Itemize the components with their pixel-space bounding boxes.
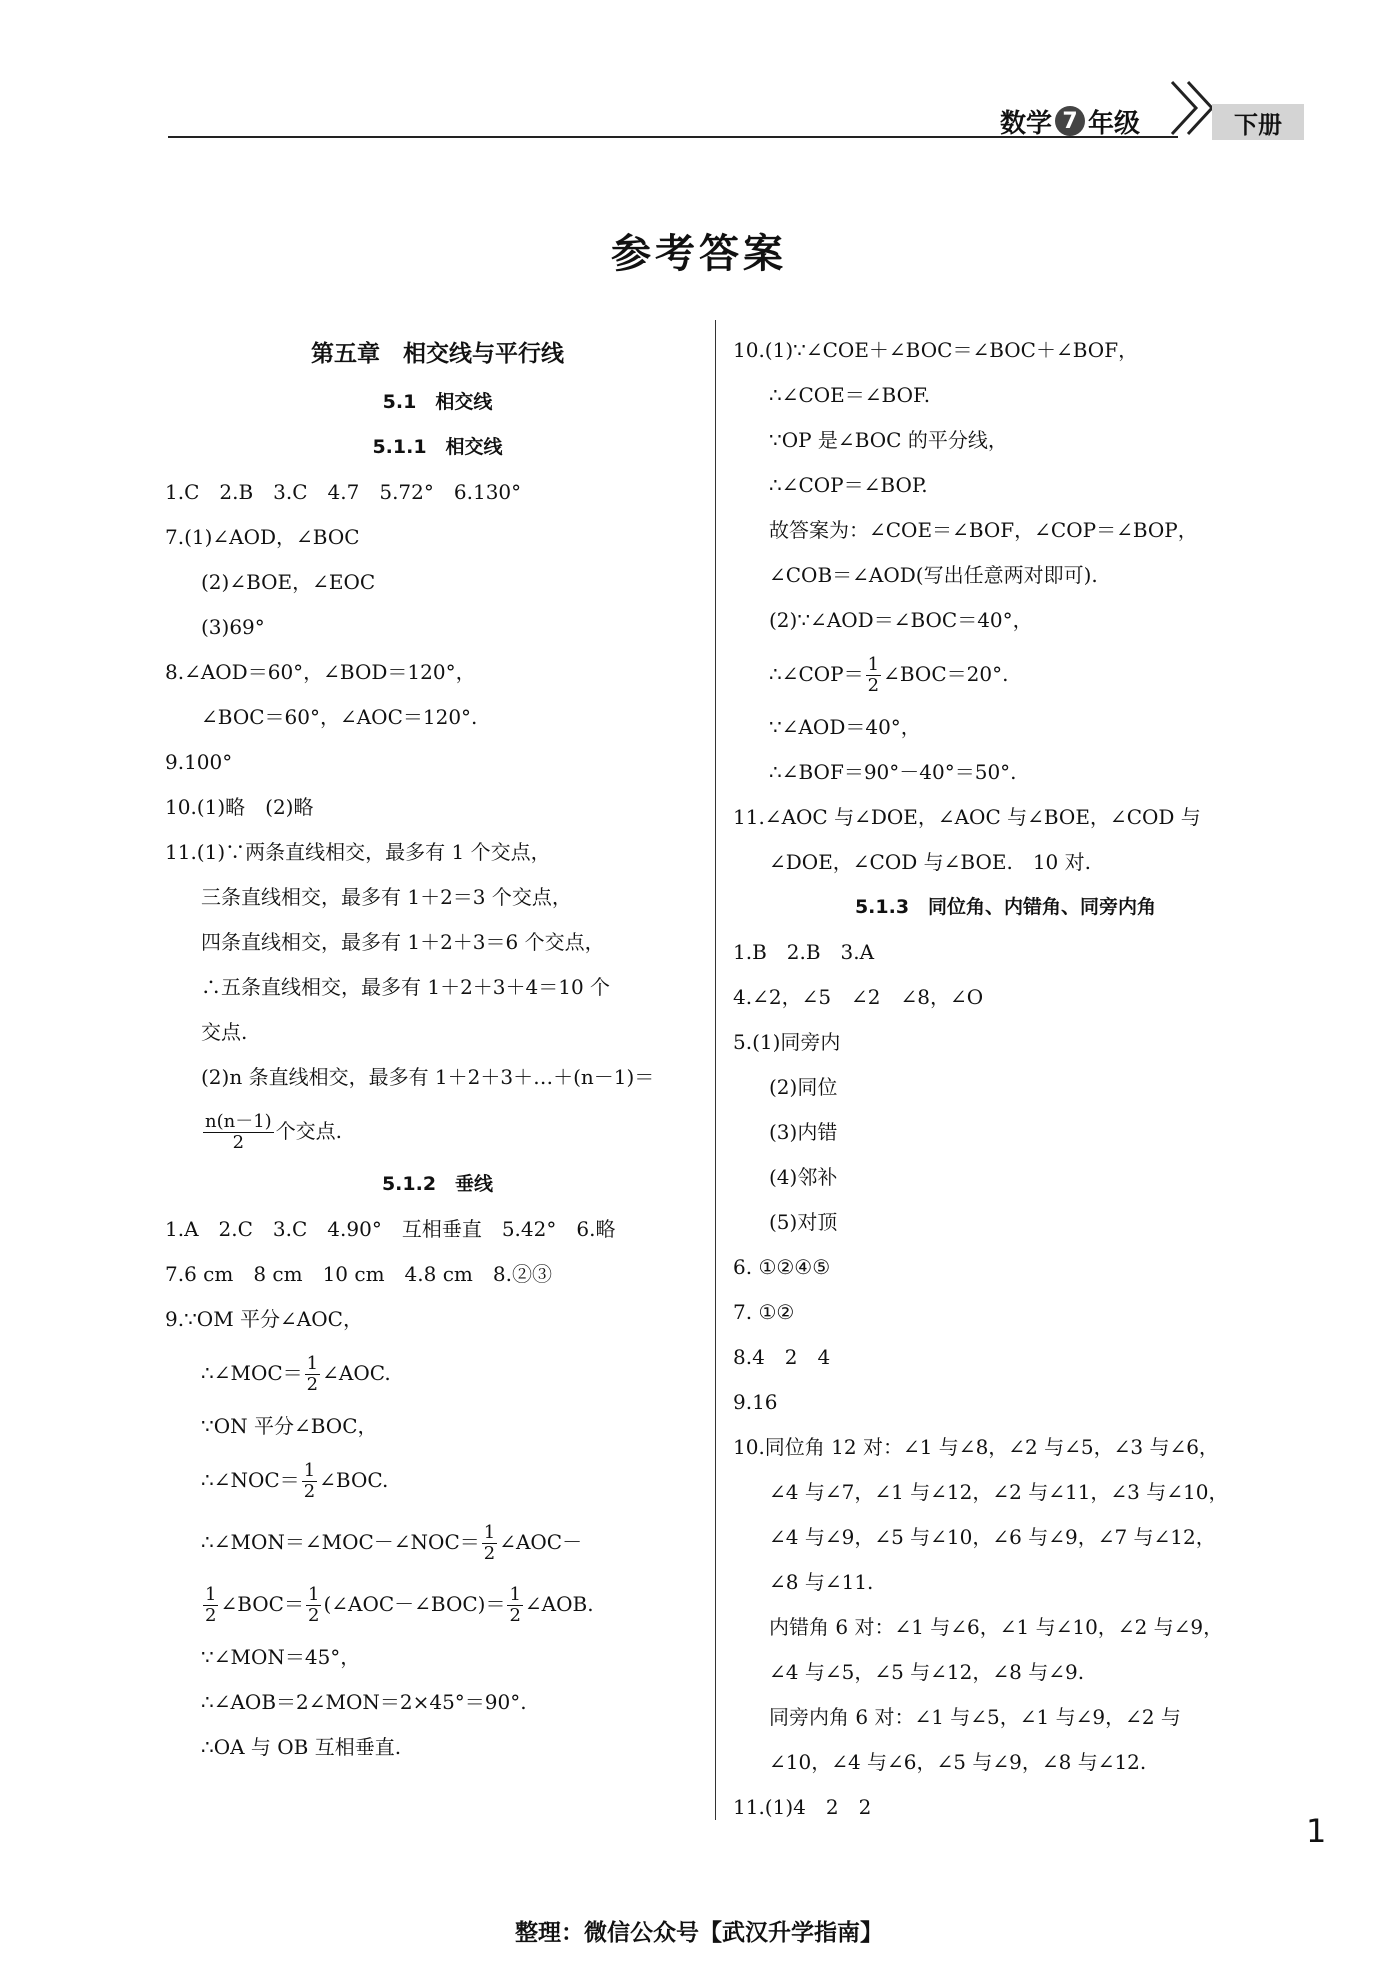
answer-line: 交点. — [201, 1020, 248, 1044]
fraction-numerator: n(n－1) — [205, 1111, 272, 1133]
answer-text: ∴∠COP＝ — [769, 662, 864, 686]
right-column — [733, 328, 1278, 1830]
answer-text: ∠BOC＝20°. — [883, 662, 1009, 686]
fraction-denominator: 2 — [203, 1132, 274, 1153]
answer-line: ∴∠COP＝∠BOP. — [769, 473, 928, 497]
subsection-heading: 5.1.3 同位角、内错角、同旁内角 — [854, 896, 1157, 918]
grade-number-badge: 7 — [1055, 106, 1085, 136]
answer-line: ∠4 与∠5，∠5 与∠12，∠8 与∠9. — [769, 1660, 1085, 1684]
fraction — [507, 1585, 522, 1626]
answer-line: 4.∠2，∠5 ∠2 ∠8，∠O — [733, 985, 984, 1009]
answer-line: 11.(1)4 2 2 — [733, 1795, 872, 1819]
answer-line: 7.6 cm 8 cm 10 cm 4.8 cm 8.②③ — [165, 1262, 552, 1286]
fraction — [203, 1112, 274, 1153]
page-title: 参考答案 — [611, 230, 787, 277]
answer-line: ∵ON 平分∠BOC， — [201, 1414, 378, 1438]
answer-line: (4)邻补 — [769, 1165, 838, 1189]
answer-line: ∠8 与∠11. — [769, 1570, 874, 1594]
answer-line: 10.同位角 12 对：∠1 与∠8，∠2 与∠5，∠3 与∠6， — [733, 1435, 1219, 1459]
answer-line-fraction — [165, 1511, 710, 1573]
column-divider — [715, 320, 716, 1820]
answer-line: 同旁内角 6 对：∠1 与∠5，∠1 与∠9，∠2 与 — [769, 1705, 1181, 1729]
answer-line: 11.∠AOC 与∠DOE，∠AOC 与∠BOE，∠COD 与 — [733, 805, 1201, 829]
fraction — [482, 1523, 497, 1564]
chapter-heading: 第五章 相交线与平行线 — [311, 341, 564, 367]
answer-line: 四条直线相交，最多有 1＋2＋3＝6 个交点， — [201, 930, 605, 954]
answer-line: ∠4 与∠9，∠5 与∠10，∠6 与∠9，∠7 与∠12， — [769, 1525, 1216, 1549]
answer-line: ∵OP 是∠BOC 的平分线， — [769, 428, 1008, 452]
answer-line-fraction — [165, 1100, 710, 1162]
answer-line: 1.A 2.C 3.C 4.90° 互相垂直 5.42° 6.略 — [165, 1217, 616, 1241]
answer-line: (2)同位 — [769, 1075, 838, 1099]
fraction — [306, 1585, 321, 1626]
footer-credit: 整理：微信公众号【武汉升学指南】 — [515, 1920, 883, 1946]
answer-line-fraction — [165, 1342, 710, 1404]
answer-text: ∴∠MON＝∠MOC－∠NOC＝ — [201, 1530, 480, 1554]
answer-line: 三条直线相交，最多有 1＋2＝3 个交点， — [201, 885, 572, 909]
answer-line: (3)内错 — [769, 1120, 838, 1144]
answer-line: ∠BOC＝60°，∠AOC＝120°. — [201, 705, 478, 729]
answer-line: ∵∠MON＝45°， — [201, 1645, 361, 1669]
answer-line: ∠COB＝∠AOD(写出任意两对即可). — [769, 563, 1098, 587]
answer-line: 9.100° — [165, 750, 233, 774]
subject-label: 数学 — [1000, 108, 1053, 139]
fraction-denominator: 2 — [867, 675, 880, 696]
answer-line: 内错角 6 对：∠1 与∠6，∠1 与∠10，∠2 与∠9， — [769, 1615, 1224, 1639]
answer-line: ∠4 与∠7，∠1 与∠12，∠2 与∠11，∠3 与∠10， — [769, 1480, 1229, 1504]
answer-line: ∵∠AOD＝40°， — [769, 715, 921, 739]
answer-line: 10.(1)∵∠COE＋∠BOC＝∠BOC＋∠BOF， — [733, 338, 1139, 362]
answer-text: 个交点. — [275, 1119, 343, 1143]
answer-line: ∠DOE，∠COD 与∠BOE. 10 对. — [769, 850, 1091, 874]
answer-line: ∴∠AOB＝2∠MON＝2×45°＝90°. — [201, 1690, 527, 1714]
header-subject-grade — [1000, 104, 1140, 138]
answer-line: 9.∵OM 平分∠AOC， — [165, 1307, 363, 1331]
fraction-denominator: 2 — [303, 1481, 316, 1502]
fraction-numerator: 1 — [303, 1460, 316, 1482]
answer-text: ∠AOB. — [524, 1592, 594, 1616]
answer-text: ∠AOC－ — [499, 1530, 583, 1554]
fraction — [302, 1461, 317, 1502]
answer-text: ∠BOC＝ — [220, 1592, 304, 1616]
answer-line: ∴∠BOF＝90°－40°＝50°. — [769, 760, 1017, 784]
answer-line: 5.(1)同旁内 — [733, 1030, 841, 1054]
answer-line: 1.C 2.B 3.C 4.7 5.72° 6.130° — [165, 480, 522, 504]
answer-text: ∠BOC. — [319, 1468, 389, 1492]
fraction-numerator: 1 — [483, 1522, 496, 1544]
fraction-numerator: 1 — [306, 1353, 319, 1375]
fraction-numerator: 1 — [509, 1584, 521, 1606]
answer-line: (5)对顶 — [769, 1210, 838, 1234]
grade-suffix-label: 年级 — [1088, 108, 1141, 139]
fraction-numerator: 1 — [205, 1584, 217, 1606]
answer-line: 8.4 2 4 — [733, 1345, 831, 1369]
answer-line: 6. ①②④⑤ — [733, 1255, 831, 1279]
fraction — [203, 1585, 218, 1626]
answer-line: (2)∵∠AOD＝∠BOC＝40°， — [769, 608, 1033, 632]
fraction-denominator: 2 — [483, 1543, 496, 1564]
subsection-heading: 5.1.1 相交线 — [372, 436, 503, 458]
fraction-numerator: 1 — [307, 1584, 320, 1606]
fraction — [866, 655, 881, 696]
answer-line-fraction — [733, 643, 1278, 705]
answer-line: 8.∠AOD＝60°，∠BOD＝120°， — [165, 660, 476, 684]
fraction-denominator: 2 — [307, 1605, 320, 1626]
section-heading: 5.1 相交线 — [382, 391, 493, 413]
answer-line: ∴五条直线相交，最多有 1＋2＋3＋4＝10 个 — [201, 975, 611, 999]
answer-line: ∠10，∠4 与∠6，∠5 与∠9，∠8 与∠12. — [769, 1750, 1147, 1774]
fraction-numerator: 1 — [867, 654, 880, 676]
answer-line: 1.B 2.B 3.A — [733, 940, 875, 964]
answer-line: 7. ①② — [733, 1300, 795, 1324]
fraction-denominator: 2 — [205, 1605, 217, 1626]
answer-line: ∴∠COE＝∠BOF. — [769, 383, 931, 407]
answer-line: 10.(1)略 (2)略 — [165, 795, 314, 819]
answer-line: 7.(1)∠AOD，∠BOC — [165, 525, 360, 549]
left-column — [165, 328, 710, 1770]
answer-text: ∠AOC. — [322, 1361, 391, 1385]
answer-line: ∴OA 与 OB 互相垂直. — [201, 1735, 402, 1759]
answer-text: ∴∠MOC＝ — [201, 1361, 303, 1385]
answer-line: 故答案为：∠COE＝∠BOF，∠COP＝∠BOP， — [769, 518, 1198, 542]
page-number: 1 — [1306, 1812, 1327, 1850]
fraction-denominator: 2 — [306, 1374, 319, 1395]
answer-line-fraction — [165, 1449, 710, 1511]
fraction-denominator: 2 — [509, 1605, 521, 1626]
answer-line-fraction — [165, 1573, 710, 1635]
fraction — [305, 1354, 320, 1395]
volume-badge: 下册 — [1212, 104, 1304, 140]
answer-line: (2)∠BOE，∠EOC — [201, 570, 376, 594]
answer-line: (3)69° — [201, 615, 265, 639]
answer-line: (2)n 条直线相交，最多有 1＋2＋3＋…＋(n－1)＝ — [201, 1065, 655, 1089]
answer-text: (∠AOC－∠BOC)＝ — [323, 1592, 506, 1616]
answer-line: 11.(1)∵两条直线相交，最多有 1 个交点， — [165, 840, 551, 864]
answer-text: ∴∠NOC＝ — [201, 1468, 300, 1492]
subsection-heading: 5.1.2 垂线 — [381, 1173, 494, 1195]
answer-line: 9.16 — [733, 1390, 778, 1414]
